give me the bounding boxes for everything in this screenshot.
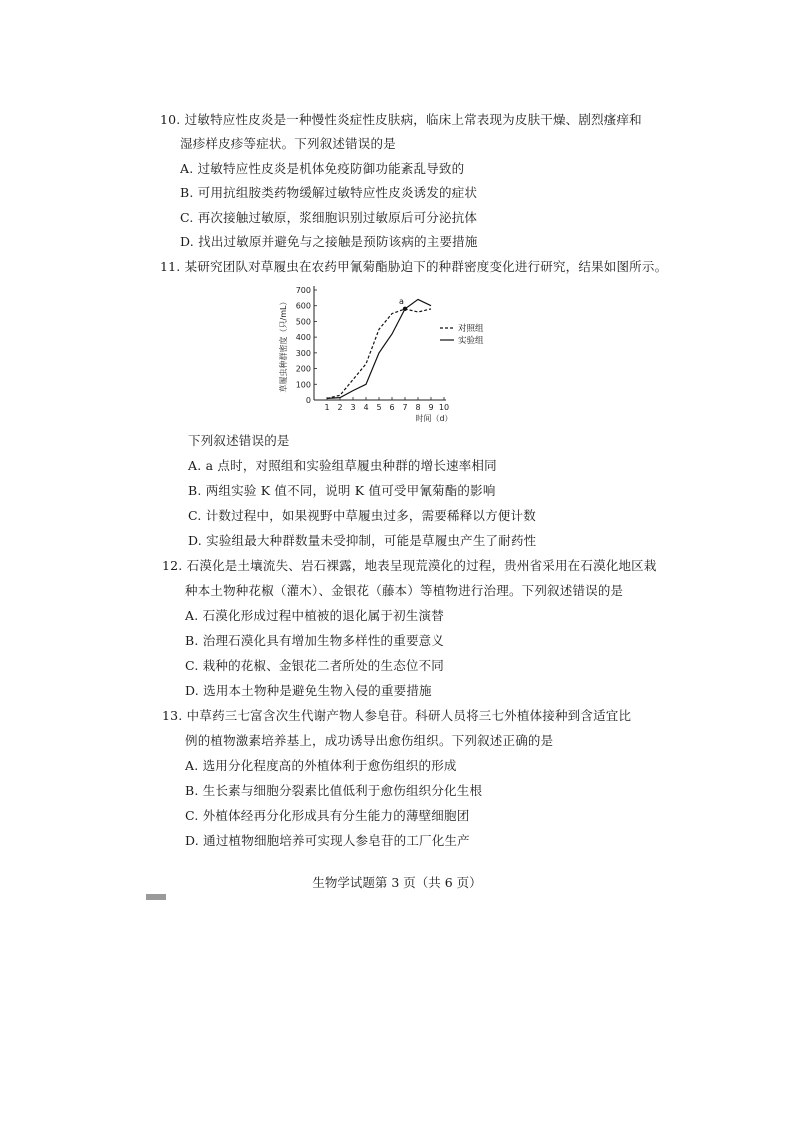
y-tick-label: 200 [295,364,311,374]
question-stem-line [162,708,631,724]
question-stem: 过敏特应性皮炎是一种慢性炎症性皮肤病，临床上常表现为皮肤干燥、剧烈瘙痒和 [184,112,642,127]
question-stem: 石漠化是土壤流失、岩石裸露，地表呈现荒漠化的过程，贵州省采用在石漠化地区栽 [186,558,657,573]
option-c: C. 计数过程中，如果视野中草履虫过多，需要稀释以方便计数 [188,508,536,523]
x-tick-label: 1 [324,403,330,412]
y-tick-label: 100 [295,380,311,390]
x-tick-label: 8 [415,403,421,412]
question-stem-line: 种本土物种花椒（灌木）、金银花（藤本）等植物进行治理。下列叙述错误的是 [185,583,624,598]
option-b: B. 治理石漠化具有增加生物多样性的重要意义 [185,633,445,648]
option-a: A. 选用分化程度高的外植体利于愈伤组织的形成 [185,758,457,773]
y-tick-label: 500 [295,317,311,327]
legend-label: 实验组 [458,336,484,346]
question-number: 11. [160,259,181,274]
option-d: D. 找出过敏原并避免与之接触是预防该病的主要措施 [180,234,478,249]
question-stem-line [162,558,657,574]
option-a: A. a 点时，对照组和实验组草履虫种群的增长速率相同 [188,458,497,473]
question-stem-line [160,259,667,275]
question-followup: 下列叙述错误的是 [188,433,290,448]
y-tick-label: 0 [305,396,311,405]
x-tick-label: 3 [350,403,356,412]
question-number: 12. [162,558,183,573]
question-stem: 某研究团队对草履虫在农药甲氰菊酯胁迫下的种群密度变化进行研究，结果如图所示。 [184,259,668,274]
y-tick-label: 300 [295,348,311,358]
chart-legend [440,323,484,346]
scan-mark [146,894,166,900]
option-a: A. 过敏特应性皮炎是机体免疫防御功能紊乱导致的 [180,161,465,176]
question-number: 13. [162,708,183,723]
chart-ticks [296,286,449,412]
option-c: C. 再次接触过敏原，浆细胞识别过敏原后可分泌抗体 [180,210,478,225]
x-tick-label: 9 [428,403,434,412]
population-density-chart [278,280,518,430]
option-b: B. 两组实验 K 值不同，说明 K 值可受甲氰菊酯的影响 [188,483,496,498]
question-stem-line: 例的植物激素培养基上，成功诱导出愈伤组织。下列叙述正确的是 [185,733,554,748]
question-stem: 中草药三七富含次生代谢产物人参皂苷。科研人员将三七外植体接种到含适宜比 [186,708,632,723]
option-d: D. 通过植物细胞培养可实现人参皂苷的工厂化生产 [185,833,470,848]
page-footer: 生物学试题第 3 页（共 6 页） [312,875,482,890]
question-number: 10. [160,112,181,127]
y-tick-label: 700 [295,286,311,295]
point-a-marker [403,307,407,311]
x-tick-label: 4 [363,403,369,412]
option-a: A. 石漠化形成过程中植被的退化属于初生演替 [185,608,444,623]
y-axis-label: 草履虫种群密度（只/mL） [279,297,288,393]
x-tick-label: 5 [376,403,382,412]
chart-series [327,297,431,399]
y-tick-label: 400 [295,333,311,343]
option-b: B. 可用抗组胺类药物缓解过敏特应性皮炎诱发的症状 [180,185,478,200]
option-c: C. 外植体经再分化形成具有分生能力的薄壁细胞团 [185,808,470,823]
x-tick-label: 10 [438,403,450,412]
series-line-experiment [327,296,431,398]
x-axis-label: 时间（d） [415,414,453,423]
option-c: C. 栽种的花椒、金银花二者所处的生态位不同 [185,658,444,673]
point-a-label: a [399,296,404,306]
question-stem-line [160,112,642,128]
option-d: D. 选用本土物种是避免生物入侵的重要措施 [185,683,432,698]
legend-label: 对照组 [458,324,484,334]
x-tick-label: 6 [389,403,395,412]
option-b: B. 生长素与细胞分裂素比值低利于愈伤组织分化生根 [185,783,483,798]
x-tick-label: 7 [402,403,408,412]
question-stem-line: 湿疹样皮疹等症状。下列叙述错误的是 [180,136,396,151]
x-tick-label: 2 [337,403,343,412]
option-d: D. 实验组最大种群数量未受抑制，可能是草履虫产生了耐药性 [188,533,537,548]
y-tick-label: 600 [295,301,311,311]
